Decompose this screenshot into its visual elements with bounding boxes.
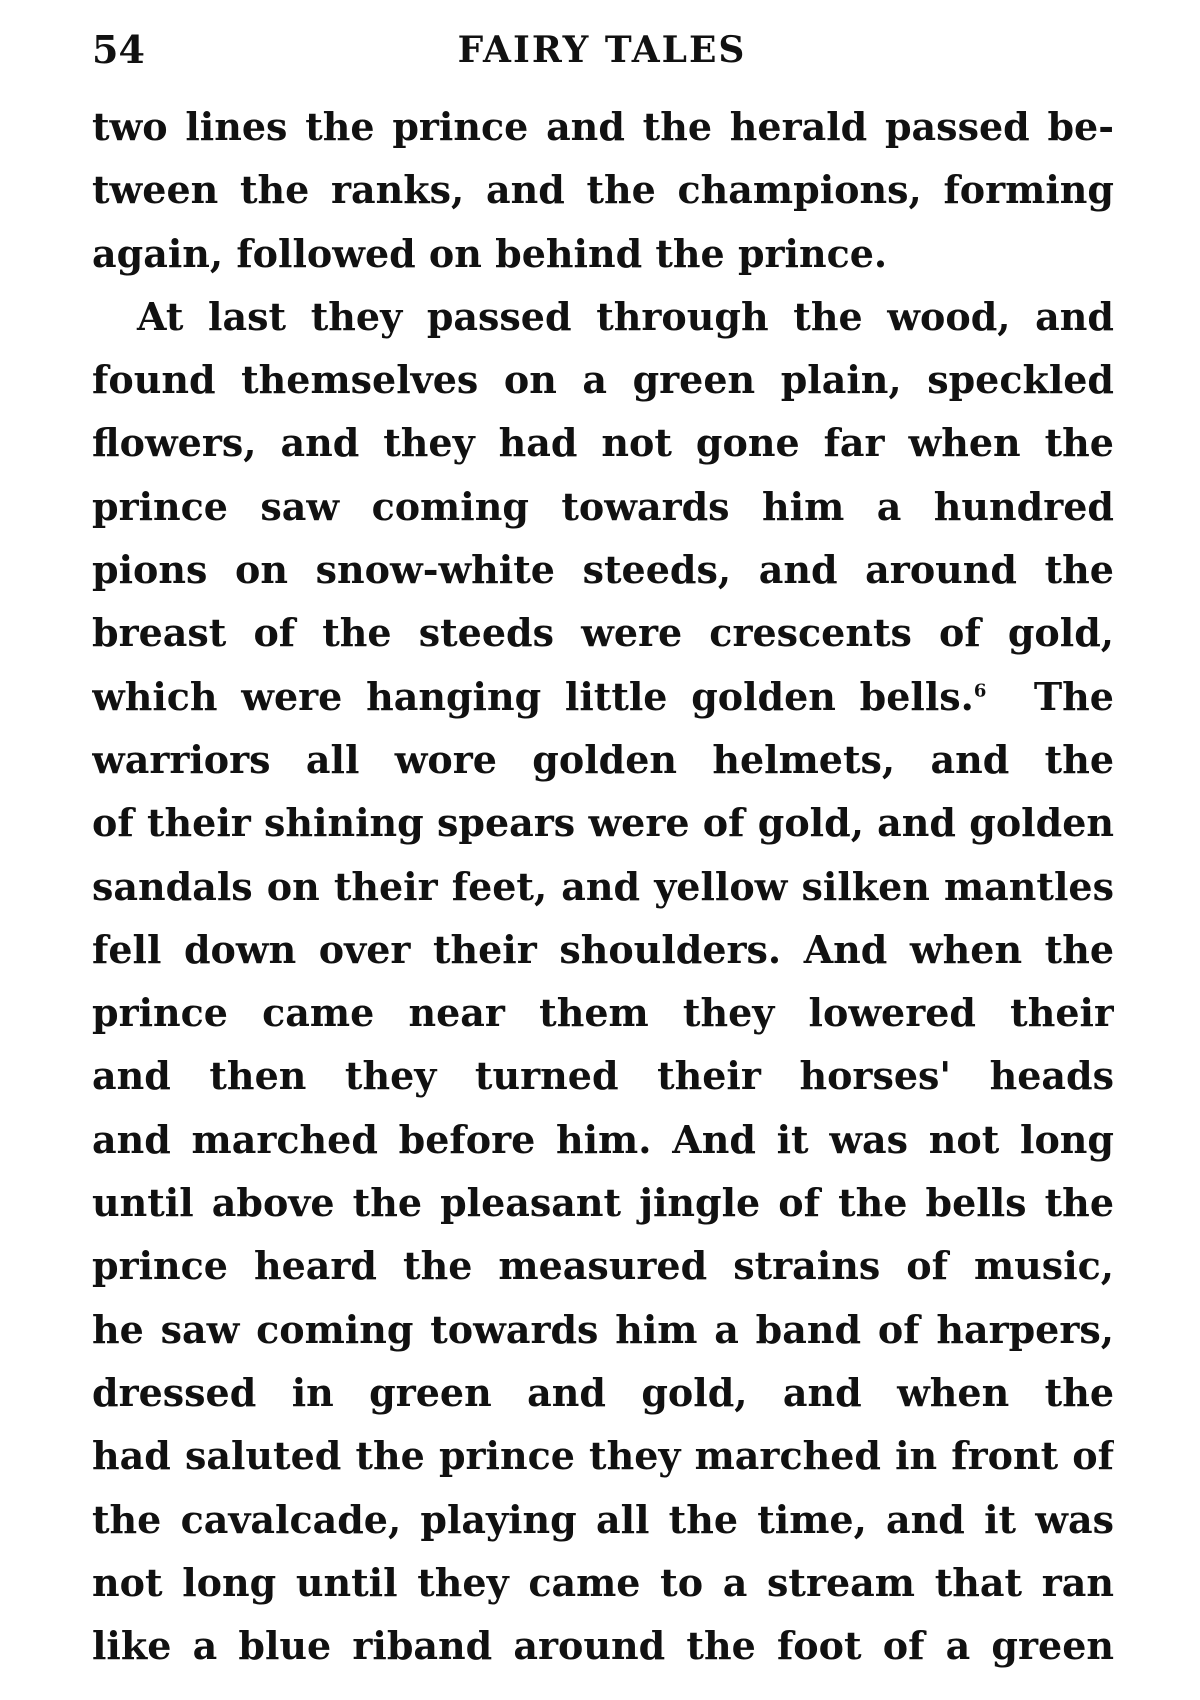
text-line: not long until they came to a stream that ran: [92, 1559, 1114, 1605]
text-line: fell down over their shoulders. And when the: [92, 926, 1114, 972]
text-line: had saluted the prince they marched in front of: [92, 1433, 1114, 1479]
body-text: [92, 95, 1114, 1677]
running-head: [92, 20, 1112, 80]
text-line-with-footnote: [92, 665, 1114, 728]
text-line: sandals on their feet, and yellow silken mantles: [92, 863, 1114, 909]
text-line: At last they passed through the wood, and: [137, 293, 1114, 339]
footnote-marker[interactable]: 6: [973, 680, 987, 702]
page-number: 54: [92, 27, 145, 72]
text-line: and then they turned their horses' heads: [92, 1053, 1114, 1099]
text-line: until above the pleasant jingle of the bells the: [92, 1180, 1114, 1226]
text-line: two lines the prince and the herald passed be-: [92, 104, 1114, 149]
running-title: FAIRY TALES: [457, 29, 747, 71]
text-line: prince heard the measured strains of music,: [92, 1243, 1114, 1289]
text-line: again, followed on behind the prince.: [92, 230, 888, 276]
text-line: like a blue riband around the foot of a green: [92, 1623, 1114, 1669]
line-text-continuation: The: [1033, 673, 1114, 719]
text-line: warriors all wore golden helmets, and the: [92, 736, 1114, 782]
text-line: tween the ranks, and the champions, forming: [92, 167, 1114, 213]
text-line: the cavalcade, playing all the time, and it was: [92, 1496, 1114, 1542]
line-text: which were hanging little golden bells.: [92, 673, 974, 719]
text-line: prince saw coming towards him a hundred: [92, 483, 1114, 529]
text-line: dressed in green and gold, and when the: [92, 1369, 1114, 1415]
text-line: flowers, and they had not gone far when the: [92, 420, 1114, 466]
text-line: pions on snow-white steeds, and around the: [92, 547, 1114, 593]
text-line: found themselves on a green plain, speckled: [92, 357, 1114, 403]
text-line: breast of the steeds were crescents of gold,: [92, 610, 1114, 656]
text-line: prince came near them they lowered their: [92, 990, 1114, 1036]
text-line: and marched before him. And it was not long: [92, 1116, 1114, 1162]
text-line: of their shining spears were of gold, and golden: [92, 800, 1114, 846]
text-line: he saw coming towards him a band of harpers,: [92, 1306, 1114, 1352]
